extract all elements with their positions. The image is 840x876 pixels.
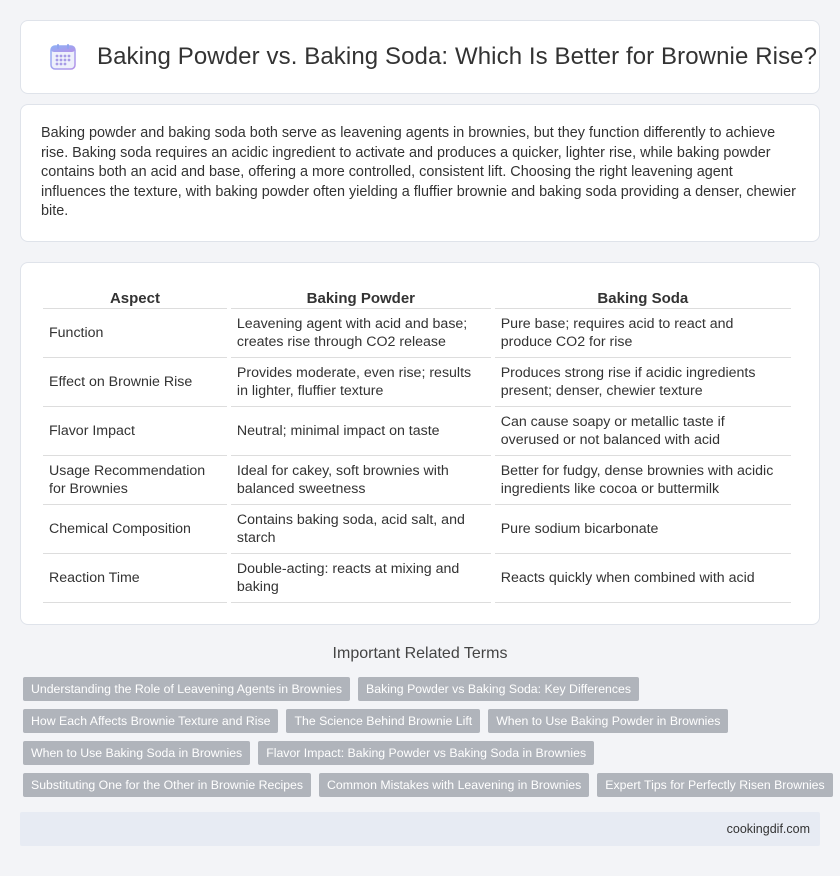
table-cell-aspect: Function — [43, 309, 227, 358]
table-cell-baking-powder: Double-acting: reacts at mixing and baking — [231, 554, 491, 603]
related-term-tag[interactable]: How Each Affects Brownie Texture and Rise — [23, 709, 278, 733]
related-term-tag[interactable]: Flavor Impact: Baking Powder vs Baking Soda in Brownies — [258, 741, 594, 765]
related-term-tag[interactable]: Expert Tips for Perfectly Risen Brownies — [597, 773, 832, 797]
table-cell-baking-soda: Produces strong rise if acidic ingredients present; denser, chewier texture — [495, 358, 791, 407]
table-row — [43, 456, 791, 505]
table-cell-baking-powder: Leavening agent with acid and base; creates rise through CO2 release — [231, 309, 491, 358]
table-cell-aspect: Flavor Impact — [43, 407, 227, 456]
page-title: Baking Powder vs. Baking Soda: Which Is Better for Brownie Rise? — [97, 43, 818, 70]
tag-row — [23, 773, 823, 797]
related-term-tag[interactable]: Baking Powder vs Baking Soda: Key Differences — [358, 677, 639, 701]
table-cell-baking-soda: Pure sodium bicarbonate — [495, 505, 791, 554]
calendar-icon — [48, 42, 78, 72]
table-cell-baking-powder: Ideal for cakey, soft brownies with balanced sweetness — [231, 456, 491, 505]
related-term-tag[interactable]: Common Mistakes with Leavening in Brownies — [319, 773, 589, 797]
table-cell-baking-soda: Pure base; requires acid to react and produce CO2 for rise — [495, 309, 791, 358]
related-term-tag[interactable]: The Science Behind Brownie Lift — [286, 709, 480, 733]
column-header-baking-soda: Baking Soda — [495, 283, 791, 309]
table-row — [43, 358, 791, 407]
table-row — [43, 505, 791, 554]
comparison-table — [39, 283, 795, 603]
related-terms-list — [23, 677, 823, 805]
intro-paragraph: Baking powder and baking soda both serve as leavening agents in brownies, but they function differently to achieve rise. Baking soda requires an acidic ingredient to activate and produces a quicker, lighter rise, while baking powder contains both an acid and base, offering a more controlled, consistent lift. Choosing the right leavening agent influences the texture, with baking powder often yielding a fluffier brownie and baking soda providing a denser, chewier bite. — [41, 125, 796, 220]
table-row — [43, 407, 791, 456]
table-cell-baking-soda: Can cause soapy or metallic taste if overused or not balanced with acid — [495, 407, 791, 456]
related-term-tag[interactable]: When to Use Baking Powder in Brownies — [488, 709, 728, 733]
related-term-tag[interactable]: When to Use Baking Soda in Brownies — [23, 741, 250, 765]
tag-row — [23, 709, 823, 733]
table-cell-aspect: Chemical Composition — [43, 505, 227, 554]
table-cell-baking-powder: Provides moderate, even rise; results in lighter, fluffier texture — [231, 358, 491, 407]
table-cell-baking-powder: Contains baking soda, acid salt, and starch — [231, 505, 491, 554]
header-card — [20, 20, 820, 94]
comparison-table-card — [20, 262, 820, 625]
table-row — [43, 309, 791, 358]
tag-row — [23, 741, 823, 765]
related-terms-title: Important Related Terms — [332, 645, 508, 662]
table-row — [43, 554, 791, 603]
related-term-tag[interactable]: Understanding the Role of Leavening Agents in Brownies — [23, 677, 350, 701]
intro-card — [20, 104, 820, 242]
table-cell-baking-powder: Neutral; minimal impact on taste — [231, 407, 491, 456]
footer — [20, 812, 820, 846]
related-term-tag[interactable]: Substituting One for the Other in Brownie Recipes — [23, 773, 311, 797]
table-cell-baking-soda: Reacts quickly when combined with acid — [495, 554, 791, 603]
table-header-row — [43, 283, 791, 309]
table-cell-aspect: Reaction Time — [43, 554, 227, 603]
table-cell-aspect: Effect on Brownie Rise — [43, 358, 227, 407]
table-cell-aspect: Usage Recommendation for Brownies — [43, 456, 227, 505]
table-cell-baking-soda: Better for fudgy, dense brownies with acidic ingredients like cocoa or buttermilk — [495, 456, 791, 505]
column-header-aspect: Aspect — [43, 283, 227, 309]
column-header-baking-powder: Baking Powder — [231, 283, 491, 309]
tag-row — [23, 677, 823, 701]
footer-site-link[interactable]: cookingdif.com — [726, 822, 810, 836]
